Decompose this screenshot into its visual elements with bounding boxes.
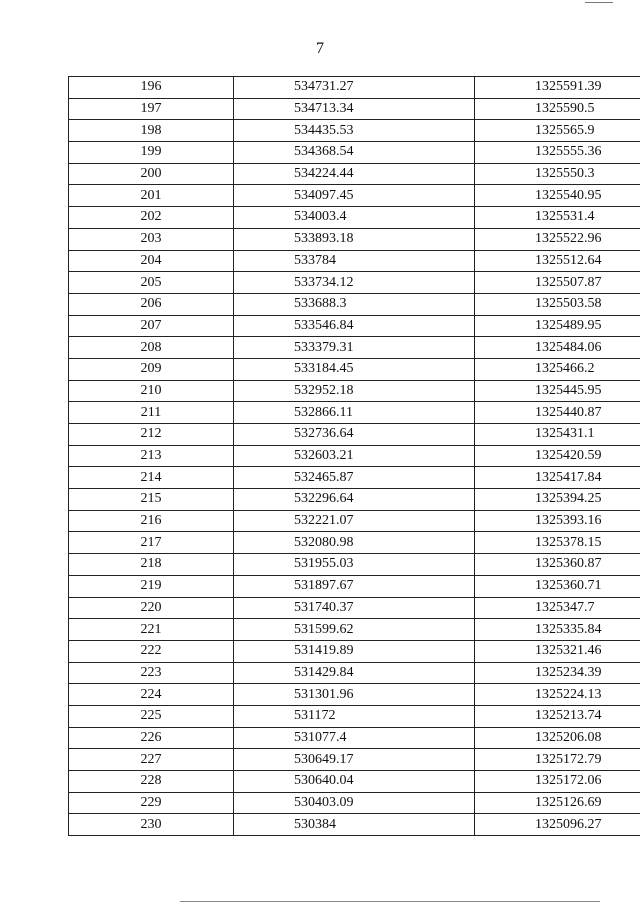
table-row bbox=[69, 163, 640, 185]
x-coordinate-cell: 531419.89 bbox=[234, 640, 475, 662]
table-row bbox=[69, 207, 640, 229]
y-coordinate-cell: 1325224.13 bbox=[475, 684, 640, 706]
table-row bbox=[69, 489, 640, 511]
table-row bbox=[69, 771, 640, 793]
table-row bbox=[69, 98, 640, 120]
point-number-cell: 228 bbox=[69, 771, 234, 793]
x-coordinate-cell: 532080.98 bbox=[234, 532, 475, 554]
y-coordinate-cell: 1325172.06 bbox=[475, 771, 640, 793]
x-coordinate-cell: 534003.4 bbox=[234, 207, 475, 229]
x-coordinate-cell: 534713.34 bbox=[234, 98, 475, 120]
x-coordinate-cell: 533546.84 bbox=[234, 315, 475, 337]
x-coordinate-cell: 532952.18 bbox=[234, 380, 475, 402]
point-number-cell: 207 bbox=[69, 315, 234, 337]
point-number-cell: 224 bbox=[69, 684, 234, 706]
x-coordinate-cell: 530640.04 bbox=[234, 771, 475, 793]
y-coordinate-cell: 1325234.39 bbox=[475, 662, 640, 684]
point-number-cell: 199 bbox=[69, 142, 234, 164]
x-coordinate-cell: 530384 bbox=[234, 814, 475, 836]
table-row bbox=[69, 293, 640, 315]
table-row bbox=[69, 554, 640, 576]
point-number-cell: 205 bbox=[69, 272, 234, 294]
x-coordinate-cell: 532603.21 bbox=[234, 445, 475, 467]
point-number-cell: 220 bbox=[69, 597, 234, 619]
point-number-cell: 218 bbox=[69, 554, 234, 576]
y-coordinate-cell: 1325394.25 bbox=[475, 489, 640, 511]
x-coordinate-cell: 531301.96 bbox=[234, 684, 475, 706]
x-coordinate-cell: 534368.54 bbox=[234, 142, 475, 164]
y-coordinate-cell: 1325096.27 bbox=[475, 814, 640, 836]
y-coordinate-cell: 1325431.1 bbox=[475, 424, 640, 446]
y-coordinate-cell: 1325507.87 bbox=[475, 272, 640, 294]
point-number-cell: 216 bbox=[69, 510, 234, 532]
table-row bbox=[69, 380, 640, 402]
x-coordinate-cell: 533184.45 bbox=[234, 358, 475, 380]
x-coordinate-cell: 533688.3 bbox=[234, 293, 475, 315]
x-coordinate-cell: 533379.31 bbox=[234, 337, 475, 359]
page-number: 7 bbox=[316, 40, 324, 57]
point-number-cell: 230 bbox=[69, 814, 234, 836]
top-edge-rule bbox=[585, 2, 613, 3]
x-coordinate-cell: 533784 bbox=[234, 250, 475, 272]
y-coordinate-cell: 1325531.4 bbox=[475, 207, 640, 229]
x-coordinate-cell: 531172 bbox=[234, 705, 475, 727]
y-coordinate-cell: 1325522.96 bbox=[475, 228, 640, 250]
point-number-cell: 209 bbox=[69, 358, 234, 380]
point-number-cell: 196 bbox=[69, 77, 234, 99]
y-coordinate-cell: 1325420.59 bbox=[475, 445, 640, 467]
y-coordinate-cell: 1325172.79 bbox=[475, 749, 640, 771]
y-coordinate-cell: 1325360.71 bbox=[475, 575, 640, 597]
x-coordinate-cell: 531740.37 bbox=[234, 597, 475, 619]
x-coordinate-cell: 531897.67 bbox=[234, 575, 475, 597]
table-row bbox=[69, 467, 640, 489]
point-number-cell: 221 bbox=[69, 619, 234, 641]
x-coordinate-cell: 532736.64 bbox=[234, 424, 475, 446]
table-row bbox=[69, 727, 640, 749]
y-coordinate-cell: 1325321.46 bbox=[475, 640, 640, 662]
y-coordinate-cell: 1325550.3 bbox=[475, 163, 640, 185]
x-coordinate-cell: 533893.18 bbox=[234, 228, 475, 250]
x-coordinate-cell: 530403.09 bbox=[234, 792, 475, 814]
x-coordinate-cell: 533734.12 bbox=[234, 272, 475, 294]
y-coordinate-cell: 1325378.15 bbox=[475, 532, 640, 554]
table-row bbox=[69, 315, 640, 337]
y-coordinate-cell: 1325347.7 bbox=[475, 597, 640, 619]
table-row bbox=[69, 185, 640, 207]
table-row bbox=[69, 814, 640, 836]
x-coordinate-cell: 534435.53 bbox=[234, 120, 475, 142]
point-number-cell: 215 bbox=[69, 489, 234, 511]
point-number-cell: 206 bbox=[69, 293, 234, 315]
table-row bbox=[69, 705, 640, 727]
point-number-cell: 227 bbox=[69, 749, 234, 771]
table-row bbox=[69, 619, 640, 641]
table-row bbox=[69, 228, 640, 250]
y-coordinate-cell: 1325512.64 bbox=[475, 250, 640, 272]
y-coordinate-cell: 1325503.58 bbox=[475, 293, 640, 315]
x-coordinate-cell: 531955.03 bbox=[234, 554, 475, 576]
y-coordinate-cell: 1325417.84 bbox=[475, 467, 640, 489]
point-number-cell: 226 bbox=[69, 727, 234, 749]
table-row bbox=[69, 662, 640, 684]
table-row bbox=[69, 402, 640, 424]
y-coordinate-cell: 1325126.69 bbox=[475, 792, 640, 814]
x-coordinate-cell: 532221.07 bbox=[234, 510, 475, 532]
table-row bbox=[69, 424, 640, 446]
point-number-cell: 202 bbox=[69, 207, 234, 229]
y-coordinate-cell: 1325360.87 bbox=[475, 554, 640, 576]
x-coordinate-cell: 531077.4 bbox=[234, 727, 475, 749]
point-number-cell: 219 bbox=[69, 575, 234, 597]
table-row bbox=[69, 77, 640, 99]
table-row bbox=[69, 358, 640, 380]
y-coordinate-cell: 1325555.36 bbox=[475, 142, 640, 164]
table-row bbox=[69, 142, 640, 164]
y-coordinate-cell: 1325590.5 bbox=[475, 98, 640, 120]
x-coordinate-cell: 531429.84 bbox=[234, 662, 475, 684]
coordinates-table bbox=[68, 76, 640, 836]
point-number-cell: 225 bbox=[69, 705, 234, 727]
x-coordinate-cell: 532296.64 bbox=[234, 489, 475, 511]
bottom-edge-rule bbox=[180, 901, 600, 902]
y-coordinate-cell: 1325484.06 bbox=[475, 337, 640, 359]
table-row bbox=[69, 532, 640, 554]
y-coordinate-cell: 1325206.08 bbox=[475, 727, 640, 749]
y-coordinate-cell: 1325440.87 bbox=[475, 402, 640, 424]
point-number-cell: 222 bbox=[69, 640, 234, 662]
table-row bbox=[69, 597, 640, 619]
y-coordinate-cell: 1325466.2 bbox=[475, 358, 640, 380]
table-row bbox=[69, 337, 640, 359]
x-coordinate-cell: 532465.87 bbox=[234, 467, 475, 489]
point-number-cell: 203 bbox=[69, 228, 234, 250]
y-coordinate-cell: 1325335.84 bbox=[475, 619, 640, 641]
table-row bbox=[69, 792, 640, 814]
point-number-cell: 223 bbox=[69, 662, 234, 684]
table-row bbox=[69, 510, 640, 532]
table-row bbox=[69, 575, 640, 597]
point-number-cell: 229 bbox=[69, 792, 234, 814]
table-row bbox=[69, 272, 640, 294]
point-number-cell: 208 bbox=[69, 337, 234, 359]
point-number-cell: 210 bbox=[69, 380, 234, 402]
table-row bbox=[69, 445, 640, 467]
y-coordinate-cell: 1325445.95 bbox=[475, 380, 640, 402]
y-coordinate-cell: 1325213.74 bbox=[475, 705, 640, 727]
point-number-cell: 197 bbox=[69, 98, 234, 120]
x-coordinate-cell: 534224.44 bbox=[234, 163, 475, 185]
y-coordinate-cell: 1325393.16 bbox=[475, 510, 640, 532]
point-number-cell: 213 bbox=[69, 445, 234, 467]
x-coordinate-cell: 532866.11 bbox=[234, 402, 475, 424]
table-row bbox=[69, 120, 640, 142]
point-number-cell: 198 bbox=[69, 120, 234, 142]
point-number-cell: 211 bbox=[69, 402, 234, 424]
x-coordinate-cell: 534731.27 bbox=[234, 77, 475, 99]
y-coordinate-cell: 1325489.95 bbox=[475, 315, 640, 337]
coordinates-table-body bbox=[69, 77, 640, 836]
x-coordinate-cell: 530649.17 bbox=[234, 749, 475, 771]
point-number-cell: 217 bbox=[69, 532, 234, 554]
x-coordinate-cell: 531599.62 bbox=[234, 619, 475, 641]
y-coordinate-cell: 1325591.39 bbox=[475, 77, 640, 99]
y-coordinate-cell: 1325540.95 bbox=[475, 185, 640, 207]
table-row bbox=[69, 684, 640, 706]
table-row bbox=[69, 250, 640, 272]
point-number-cell: 200 bbox=[69, 163, 234, 185]
point-number-cell: 212 bbox=[69, 424, 234, 446]
x-coordinate-cell: 534097.45 bbox=[234, 185, 475, 207]
point-number-cell: 214 bbox=[69, 467, 234, 489]
point-number-cell: 201 bbox=[69, 185, 234, 207]
table-row bbox=[69, 640, 640, 662]
table-row bbox=[69, 749, 640, 771]
y-coordinate-cell: 1325565.9 bbox=[475, 120, 640, 142]
point-number-cell: 204 bbox=[69, 250, 234, 272]
